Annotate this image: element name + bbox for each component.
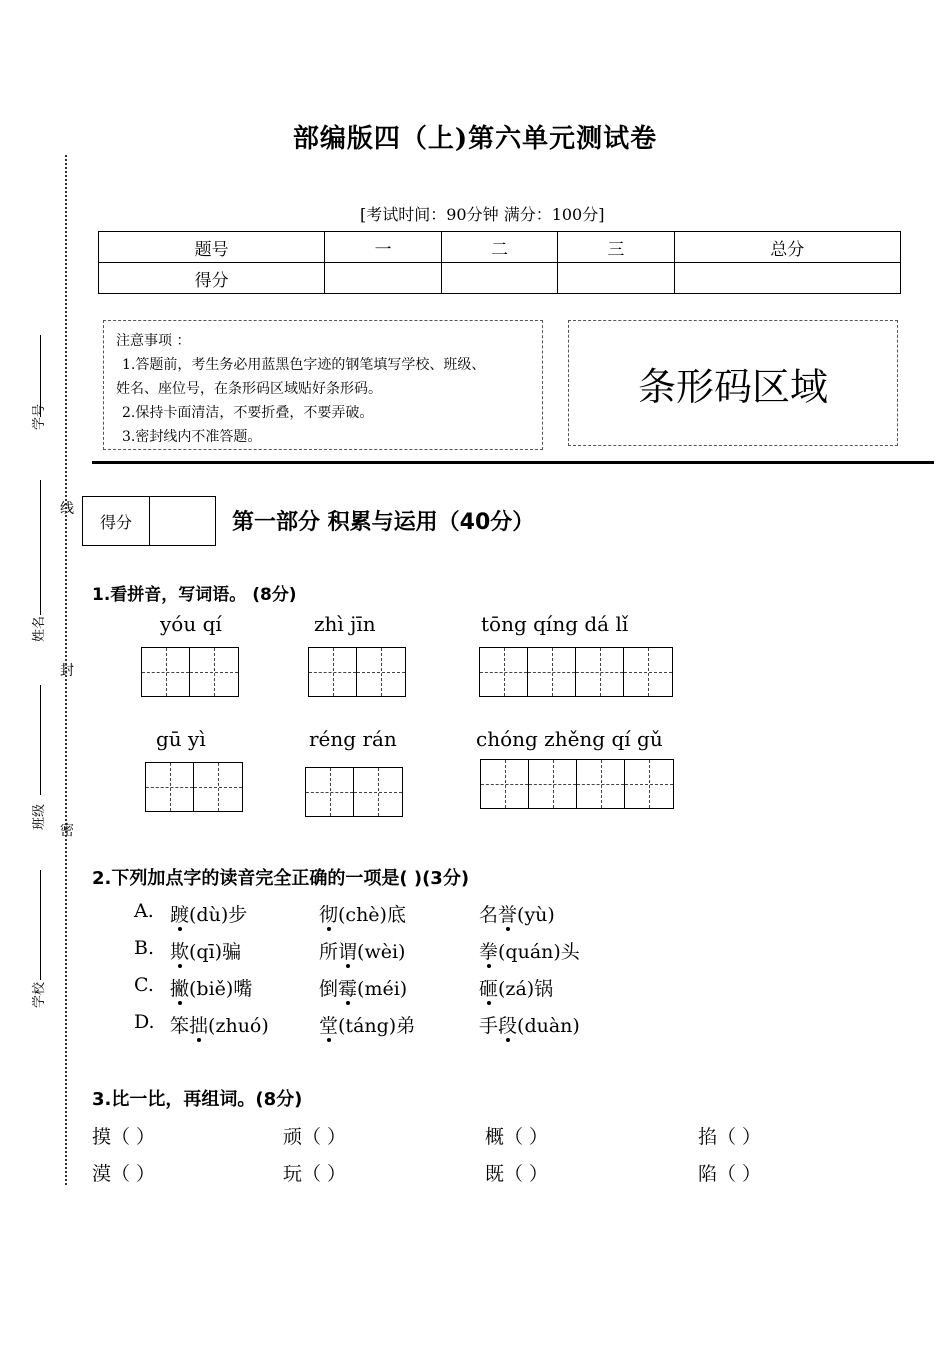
writing-grid[interactable] <box>308 647 406 697</box>
grid-cell[interactable] <box>577 760 625 808</box>
q3-item[interactable]: 玩（ ） <box>283 1163 347 1185</box>
score-table-header-row <box>99 232 901 263</box>
dotted-char: 踱 <box>170 904 190 926</box>
q3-title: 3.比一比，再组词。(8分) <box>92 1089 303 1110</box>
q3-item[interactable]: 陷（ ） <box>698 1163 762 1185</box>
grid-cell[interactable] <box>142 648 190 696</box>
score-cell[interactable] <box>674 263 900 294</box>
barcode-label: 条形码区域 <box>637 364 828 409</box>
q2-text: (táng)弟 <box>338 1015 416 1037</box>
header-cell: 三 <box>558 232 674 263</box>
dotted-char: 拳 <box>479 941 499 963</box>
writing-grid[interactable] <box>305 767 403 817</box>
q2-word <box>479 937 580 964</box>
pinyin-label: zhì jīn <box>314 612 376 636</box>
q2-option-c[interactable] <box>134 974 154 996</box>
grid-cell[interactable] <box>625 760 673 808</box>
section-title: 第一部分 积累与运用（40分） <box>232 510 535 535</box>
fill-line-school[interactable] <box>40 870 41 980</box>
score-cell[interactable] <box>558 263 674 294</box>
q2-text: (qī)骗 <box>189 941 242 963</box>
barcode-area <box>568 320 898 446</box>
q1-title: 1.看拼音，写词语。 (8分) <box>92 585 297 605</box>
q3-item[interactable]: 掐（ ） <box>698 1126 762 1148</box>
score-cell[interactable] <box>325 263 441 294</box>
q2-text: (yù) <box>517 904 555 926</box>
q2-title: 2.下列加点字的读音完全正确的一项是( )(3分) <box>92 868 470 889</box>
q2-text: B. <box>134 937 155 959</box>
notice-heading: 注意事项 ： <box>116 333 191 349</box>
dotted-char: 撇 <box>170 978 190 1000</box>
dotted-char: 谓 <box>338 941 358 963</box>
q2-text: (wèi) <box>357 941 406 963</box>
q2-text: (quán)头 <box>498 941 580 963</box>
student-id-label: 学号 <box>32 403 47 430</box>
pinyin-label: gū yì <box>156 727 206 751</box>
notice-item: 姓名、座位号，在条形码区域贴好条形码。 <box>116 381 382 397</box>
writing-grid[interactable] <box>479 647 673 697</box>
score-cell[interactable] <box>441 263 557 294</box>
writing-grid[interactable] <box>145 762 243 812</box>
q2-text: C. <box>134 974 154 996</box>
q2-word <box>170 900 247 927</box>
q3-item[interactable]: 顽（ ） <box>283 1126 347 1148</box>
q2-text: 所 <box>319 941 339 963</box>
grid-cell[interactable] <box>529 760 577 808</box>
grid-cell[interactable] <box>528 648 576 696</box>
pinyin-label: chóng zhěng qí gǔ <box>476 727 663 751</box>
dotted-char: 砸 <box>479 978 499 1000</box>
grid-cell[interactable] <box>357 648 405 696</box>
q3-item[interactable]: 概（ ） <box>485 1126 549 1148</box>
q2-text: (duàn) <box>517 1015 580 1037</box>
school-label: 学校 <box>32 981 47 1008</box>
grid-cell[interactable] <box>190 648 238 696</box>
row-label: 得分 <box>99 263 325 294</box>
grid-cell[interactable] <box>480 648 528 696</box>
q2-text: (chè)底 <box>338 904 406 926</box>
q2-word <box>319 900 406 927</box>
header-cell: 二 <box>441 232 557 263</box>
grid-cell[interactable] <box>354 768 402 816</box>
q2-text: (méi) <box>357 978 408 1000</box>
header-cell: 总分 <box>674 232 900 263</box>
class-label: 班级 <box>32 803 47 830</box>
q2-word <box>479 974 553 1001</box>
divider <box>92 461 934 464</box>
q3-item[interactable]: 漠（ ） <box>92 1163 156 1185</box>
q2-text: D. <box>134 1011 155 1033</box>
section-score-input[interactable] <box>150 497 215 545</box>
q2-text: 倒 <box>319 978 339 1000</box>
q2-word <box>170 1011 269 1038</box>
q2-text: 名 <box>479 904 499 926</box>
grid-cell[interactable] <box>306 768 354 816</box>
dotted-char: 彻 <box>319 904 339 926</box>
notice-item: 1.答题前，考生务必用蓝黑色字迹的钢笔填写学校、班级、 <box>122 357 486 373</box>
q2-text: (biě)嘴 <box>189 978 253 1000</box>
grid-cell[interactable] <box>309 648 357 696</box>
grid-cell[interactable] <box>146 763 194 811</box>
grid-cell[interactable] <box>194 763 242 811</box>
dotted-char: 誉 <box>498 904 518 926</box>
score-table <box>98 231 901 294</box>
q3-item[interactable]: 摸（ ） <box>92 1126 156 1148</box>
section-score-box <box>82 496 216 546</box>
dotted-char: 堂 <box>319 1015 339 1037</box>
seal-char: 封 <box>60 663 74 679</box>
fill-line-class[interactable] <box>40 685 41 795</box>
q2-option-a[interactable] <box>134 900 154 922</box>
pinyin-label: yóu qí <box>160 612 222 636</box>
dotted-char: 拙 <box>189 1015 209 1037</box>
q2-word <box>319 974 407 1001</box>
seal-char: 密 <box>60 823 74 839</box>
writing-grid[interactable] <box>480 759 674 809</box>
notice-item: 3.密封线内不准答题。 <box>122 429 262 445</box>
dotted-char: 霉 <box>338 978 358 1000</box>
dotted-char: 欺 <box>170 941 190 963</box>
q2-option-b[interactable] <box>134 937 154 959</box>
grid-cell[interactable] <box>576 648 624 696</box>
score-table-score-row <box>99 263 901 294</box>
notice-box <box>103 320 543 450</box>
grid-cell[interactable] <box>624 648 672 696</box>
q2-text: A. <box>134 900 154 922</box>
q3-item[interactable]: 既（ ） <box>485 1163 549 1185</box>
writing-grid[interactable] <box>141 647 239 697</box>
fill-line-name[interactable] <box>40 480 41 615</box>
page-title: 部编版四（上)第六单元测试卷 <box>292 124 658 154</box>
header-cell: 一 <box>325 232 441 263</box>
pinyin-label: réng rán <box>309 727 397 751</box>
dotted-char: 段 <box>498 1015 518 1037</box>
q2-text: 手 <box>479 1015 499 1037</box>
q2-text: (zá)锅 <box>498 978 554 1000</box>
header-cell: 题号 <box>99 232 325 263</box>
q2-word <box>319 937 405 964</box>
notice-item: 2.保持卡面清洁，不要折叠，不要弄破。 <box>122 405 374 421</box>
q2-option-d[interactable] <box>134 1011 155 1033</box>
section-score-label: 得分 <box>83 497 150 545</box>
q2-text: 笨 <box>170 1015 190 1037</box>
q2-word <box>170 937 241 964</box>
q2-word <box>170 974 252 1001</box>
q2-word <box>319 1011 415 1038</box>
q2-text: (dù)步 <box>189 904 248 926</box>
q2-word <box>479 900 555 927</box>
q2-text: (zhuó) <box>208 1015 269 1037</box>
pinyin-label: tōng qíng dá lǐ <box>481 612 629 636</box>
seal-char: 线 <box>60 501 74 517</box>
grid-cell[interactable] <box>481 760 529 808</box>
exam-info: [考试时间：90分钟 满分：100分] <box>360 205 605 224</box>
name-label: 姓名 <box>32 615 47 642</box>
q2-word <box>479 1011 580 1038</box>
